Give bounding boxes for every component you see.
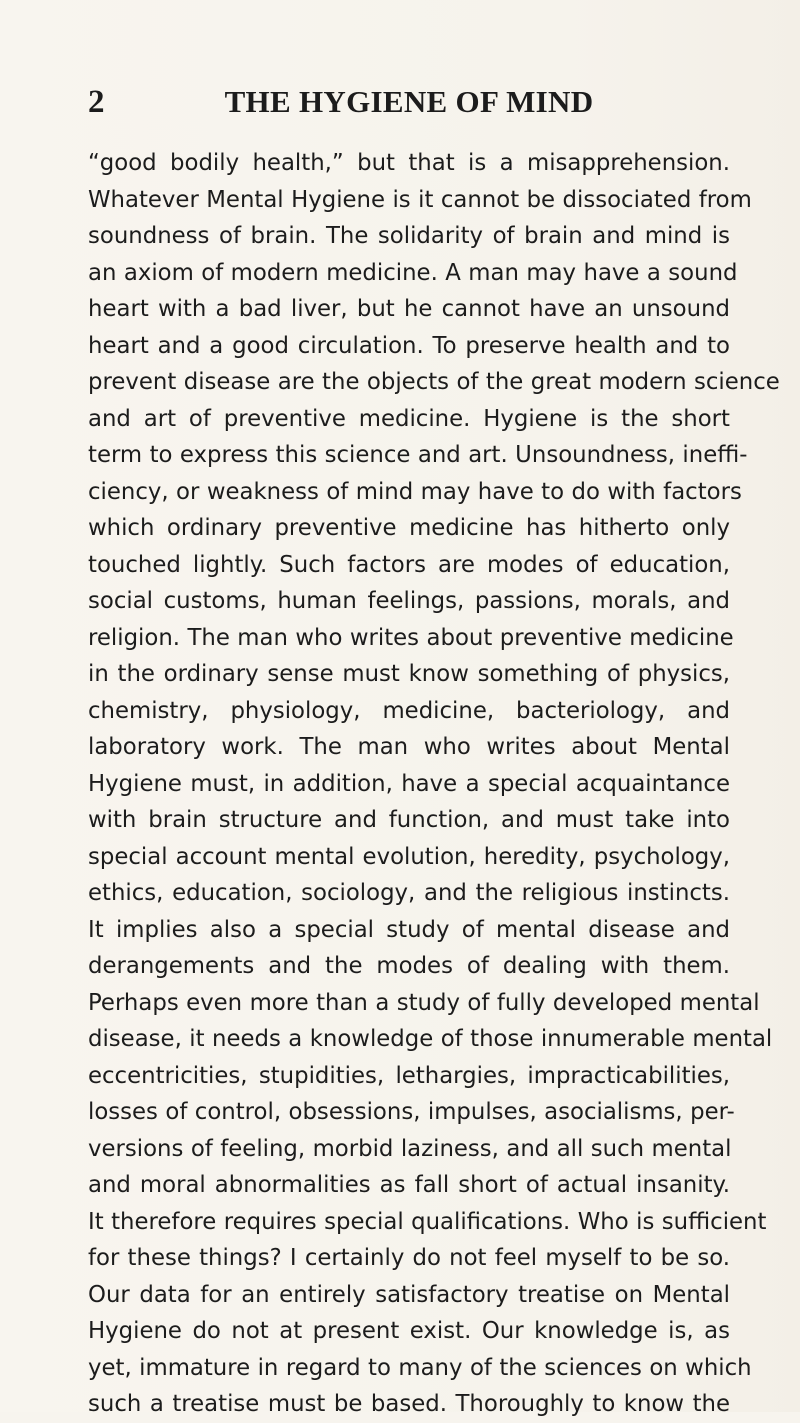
text-line: and moral abnormalities as fall short of actual insanity.: [88, 1172, 730, 1198]
text-line: Whatever Mental Hygiene is it cannot be dissociated from: [88, 186, 752, 213]
text-line: ethics, education, sociology, and the religious instincts.: [88, 880, 730, 906]
text-line: versions of feeling, morbid laziness, and all such mental: [88, 1135, 732, 1162]
text-line: heart and a good circulation. To preserve health and to: [88, 332, 730, 359]
text-line: special account mental evolution, heredity, psychology,: [88, 843, 730, 870]
text-line: term to express this science and art. Unsoundness, ineffi-: [88, 442, 748, 468]
text-line: derangements and the modes of dealing with them.: [88, 953, 730, 979]
text-line: chemistry, physiology, medicine, bacteriology, and: [88, 697, 730, 724]
text-line: Hygiene do not at present exist. Our knowledge is, as: [88, 1318, 730, 1344]
text-line: heart with a bad liver, but he cannot have an unsound: [88, 296, 730, 322]
text-line: ciency, or weakness of mind may have to do with factors: [88, 478, 742, 505]
text-line: soundness of brain. The solidarity of brain and mind is: [88, 223, 730, 249]
text-line: religion. The man who writes about preventive medicine: [88, 624, 734, 651]
text-line: Perhaps even more than a study of fully developed mental: [88, 989, 760, 1016]
text-line: touched lightly. Such factors are modes of education,: [88, 551, 730, 578]
text-line: laboratory work. The man who writes about Mental: [88, 734, 730, 760]
text-line: with brain structure and function, and must take into: [88, 807, 730, 833]
text-line: such a treatise must be based. Thoroughly to know the: [88, 1391, 730, 1417]
running-title: THE HYGIENE OF MIND: [224, 84, 594, 119]
text-line: an axiom of modern medicine. A man may have a sound: [88, 259, 738, 286]
body-paragraph: [88, 145, 780, 1423]
text-line: and art of preventive medicine. Hygiene is the short: [88, 405, 730, 432]
text-line: disease, it needs a knowledge of those innumerable mental: [88, 1026, 773, 1052]
text-line: It therefore requires special qualifications. Who is sufficient: [88, 1208, 767, 1235]
text-line: Hygiene must, in addition, have a special acquaintance: [88, 770, 730, 797]
text-line: losses of control, obsessions, impulses, asocialisms, per-: [88, 1099, 735, 1125]
text-line: yet, immature in regard to many of the sciences on which: [88, 1354, 752, 1381]
page-number: 2: [88, 84, 105, 120]
text-line: in the ordinary sense must know something of physics,: [88, 661, 730, 687]
text-line: It implies also a special study of mental disease and: [88, 916, 730, 943]
running-head: [88, 82, 730, 122]
text-line: eccentricities, stupidities, lethargies, impracticabilities,: [88, 1062, 730, 1089]
text-line: which ordinary preventive medicine has hitherto only: [88, 515, 730, 541]
text-line: Our data for an entirely satisfactory treatise on Mental: [88, 1281, 730, 1308]
text-line: prevent disease are the objects of the great modern science: [88, 369, 780, 395]
text-line: social customs, human feelings, passions, morals, and: [88, 588, 730, 614]
text-line: “good bodily health,” but that is a misapprehension.: [88, 150, 730, 176]
text-line: for these things? I certainly do not feel myself to be so.: [88, 1245, 730, 1271]
